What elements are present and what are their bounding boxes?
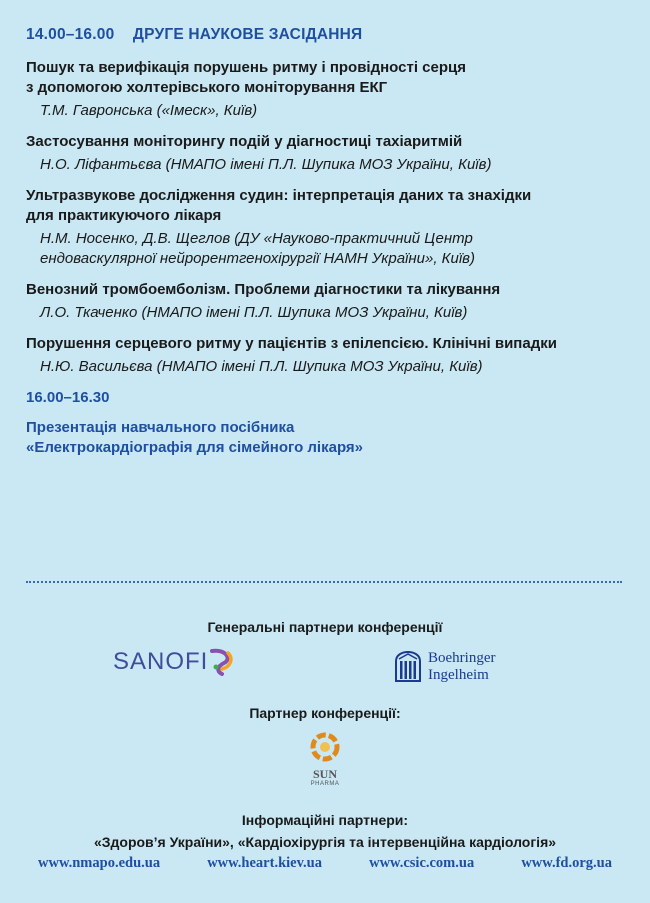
talk-author xyxy=(26,303,626,323)
presentation-line: Презентація навчального посібника xyxy=(26,419,295,436)
talk-item xyxy=(26,334,626,377)
talk-title xyxy=(26,132,626,152)
bi-wordmark-line1: Boehringer xyxy=(428,650,496,666)
talk-title-line: Порушення серцевого ритму у пацієнтів з епілепсією. Клінічні випадки xyxy=(26,335,557,352)
talk-title xyxy=(26,334,626,354)
link-fd[interactable]: www.fd.org.ua xyxy=(521,855,612,871)
talk-title xyxy=(26,280,626,300)
session-time: 14.00–16.00 xyxy=(26,26,115,43)
talk-author xyxy=(26,155,626,175)
info-partners-names: «Здоров’я України», «Кардіохірургія та інтервенційна кардіологія» xyxy=(93,834,557,850)
talk-author xyxy=(26,101,626,121)
talk-author-line: Л.О. Ткаченко (НМАПО імені П.Л. Шупика МОЗ України, Київ) xyxy=(40,304,468,321)
sun-pharma-logo xyxy=(303,732,347,788)
talk-author-line: ендоваскулярної нейрорентгенохірургії НАМН України», Київ) xyxy=(40,250,476,267)
partner-label: Партнер конференції: xyxy=(249,705,401,721)
talk-title xyxy=(26,186,626,226)
talk-author-line: Н.Ю. Васильєва (НМАПО імені П.Л. Шупика МОЗ України, Київ) xyxy=(40,358,483,375)
bi-wordmark-line2: Ingelheim xyxy=(428,667,489,683)
sanofi-logo xyxy=(113,647,234,677)
talk-author xyxy=(26,357,626,377)
talk-item xyxy=(26,280,626,323)
boehringer-ingelheim-logo xyxy=(394,650,495,684)
talk-author xyxy=(26,229,626,269)
dotted-divider xyxy=(26,581,622,583)
talk-author-line: Т.М. Гавронська («Імеск», Київ) xyxy=(40,102,258,119)
link-heart[interactable]: www.heart.kiev.ua xyxy=(207,855,322,871)
talk-item xyxy=(26,132,626,175)
talk-title-line: для практикуючого лікаря xyxy=(26,207,222,224)
pharma-wordmark: PHARMA xyxy=(310,781,340,787)
boehringer-building-icon xyxy=(394,651,422,683)
link-csic[interactable]: www.csic.com.ua xyxy=(369,855,475,871)
session-header xyxy=(26,26,626,44)
sun-pharma-emblem-icon xyxy=(310,732,340,762)
talk-author-line: Н.О. Ліфантьєва (НМАПО імені П.Л. Шупика МОЗ України, Київ) xyxy=(40,156,492,173)
link-nmapo[interactable]: www.nmapo.edu.ua xyxy=(38,855,161,871)
sun-wordmark: SUN xyxy=(312,767,337,781)
talk-item xyxy=(26,186,626,269)
talk-title-line: Застосування моніторингу подій у діагностиці тахіаритмій xyxy=(26,133,463,150)
info-partners-label: Інформаційні партнери: xyxy=(241,812,409,828)
talk-item xyxy=(26,58,626,121)
general-partners-label: Генеральні партнери конференції xyxy=(207,619,443,635)
talk-author-line: Н.М. Носенко, Д.В. Щеглов (ДУ «Науково-практичний Центр xyxy=(40,230,473,247)
talk-title-line: Ультразвукове дослідження судин: інтерпретація даних та знахідки xyxy=(26,187,532,204)
session-title: ДРУГЕ НАУКОВЕ ЗАСІДАННЯ xyxy=(132,26,363,43)
talk-title-line: Пошук та верифікація порушень ритму і провідності серця xyxy=(26,59,466,76)
sanofi-wordmark: SANOFI xyxy=(113,648,209,675)
presentation-block xyxy=(26,388,626,458)
sanofi-emblem-icon xyxy=(208,647,234,677)
talk-title-line: Венозний тромбоемболізм. Проблеми діагностики та лікування xyxy=(26,281,501,298)
talk-title-line: з допомогою холтерівського моніторування ЕКГ xyxy=(26,79,388,96)
info-links xyxy=(38,855,612,872)
program-content xyxy=(26,26,626,458)
presentation-time: 16.00–16.30 xyxy=(26,389,110,406)
talk-title xyxy=(26,58,626,98)
presentation-book-title: «Електрокардіографія для сімейного лікаря» xyxy=(26,439,364,456)
